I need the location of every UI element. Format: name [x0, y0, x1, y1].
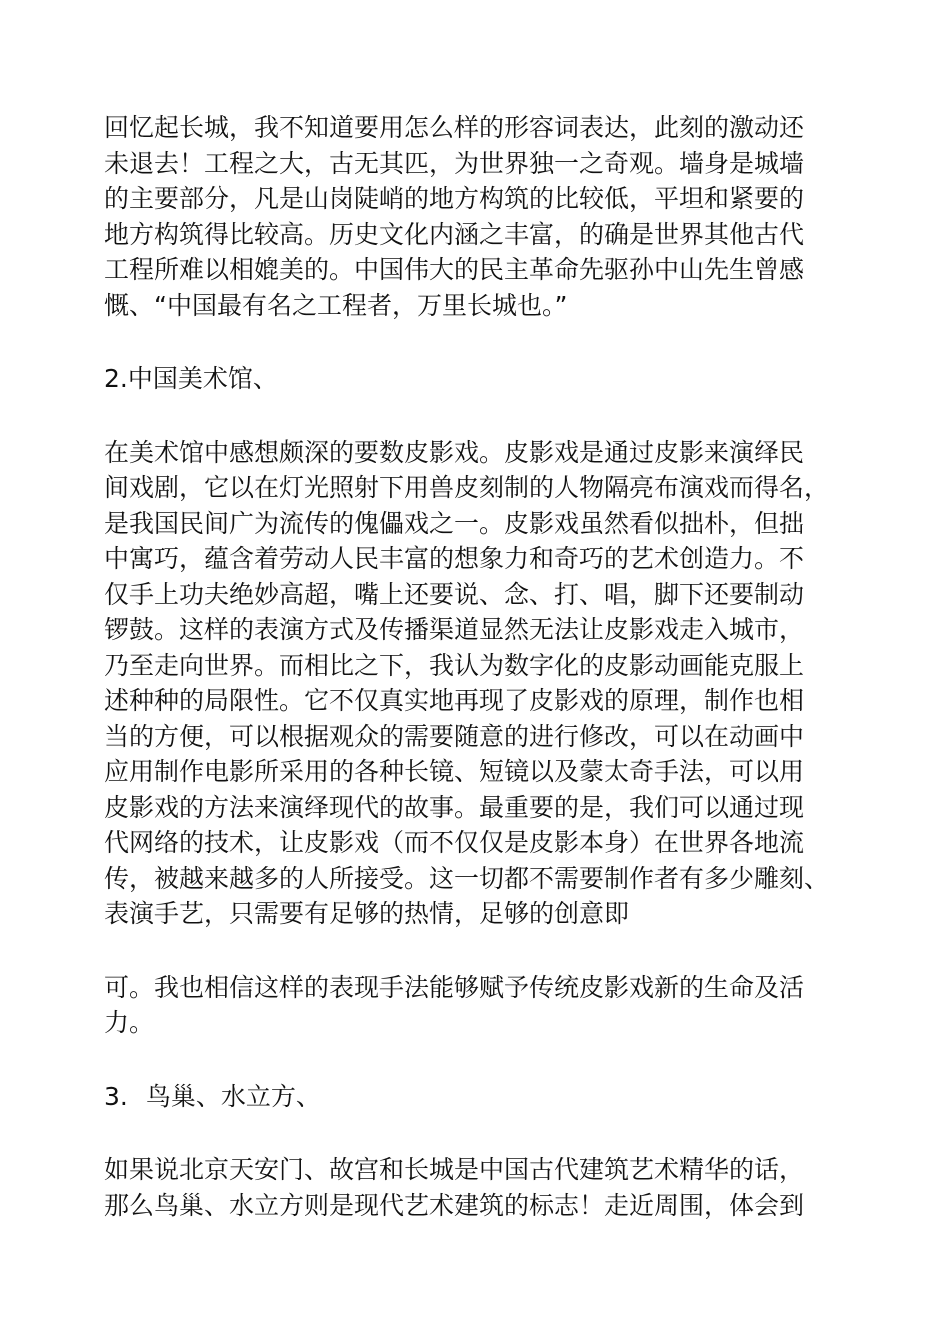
- text-line: 间戏剧，它以在灯光照射下用兽皮刻制的人物隔亮布演戏而得名，: [104, 473, 830, 502]
- text-line: 锣鼓。这样的表演方式及传播渠道显然无法让皮影戏走入城市，: [104, 615, 805, 644]
- paragraph-shadow-play-continued: [104, 970, 834, 1041]
- text-line: 皮影戏的方法来演绎现代的故事。最重要的是，我们可以通过现: [104, 792, 805, 822]
- section-heading-birds-nest: [104, 1079, 834, 1115]
- text-line: 乃至走向世界。而相比之下，我认为数字化的皮影动画能克服上: [104, 650, 805, 680]
- text-line: 如果说北京天安门、故宫和长城是中国古代建筑艺术精华的话，: [104, 1155, 805, 1184]
- text-line: 表演手艺，只需要有足够的热情，足够的创意即: [104, 899, 630, 928]
- text-line: 的主要部分，凡是山岗陡峭的地方构筑的比较低，平坦和紧要的: [104, 184, 805, 213]
- paragraph-great-wall: [104, 110, 834, 323]
- text-line: 当的方便，可以根据观众的需要随意的进行修改，可以在动画中: [104, 721, 805, 751]
- text-line: 应用制作电影所采用的各种长镜、短镜以及蒙太奇手法，可以用: [104, 757, 805, 786]
- text-line: 是我国民间广为流传的傀儡戏之一。皮影戏虽然看似拙朴，但拙: [104, 508, 805, 538]
- text-line: 地方构筑得比较高。历史文化内涵之丰富，的确是世界其他古代: [104, 219, 805, 249]
- text-line: 力。: [104, 1008, 155, 1037]
- text-line: 代网络的技术，让皮影戏（而不仅仅是皮影本身）在世界各地流: [104, 828, 805, 857]
- section-title: 鸟巢、水立方、: [145, 1081, 321, 1111]
- text-line: 仅手上功夫绝妙高超，嘴上还要说、念、打、唱，脚下还要制动: [104, 579, 805, 609]
- text-line: 那么鸟巢、水立方则是现代艺术建筑的标志！走近周围，体会到: [104, 1190, 805, 1220]
- text-line: 未退去！工程之大，古无其匹，为世界独一之奇观。墙身是城墙: [104, 148, 805, 178]
- text-line: 在美术馆中感想颇深的要数皮影戏。皮影戏是通过皮影来演绎民: [104, 437, 805, 467]
- document-page: [104, 110, 834, 1261]
- text-line: 回忆起长城，我不知道要用怎么样的形容词表达，此刻的激动还: [104, 113, 805, 142]
- text-line: 可。我也相信这样的表现手法能够赋予传统皮影戏新的生命及活: [104, 972, 805, 1002]
- section-heading-art-museum: 2.中国美术馆、: [104, 364, 278, 393]
- paragraph-shadow-play: [104, 435, 834, 932]
- paragraph-birds-nest: [104, 1152, 834, 1223]
- text-line: 工程所难以相媲美的。中国伟大的民主革命先驱孙中山先生曾感: [104, 255, 805, 284]
- section-number: 3.: [104, 1081, 128, 1111]
- text-line: 述种种的局限性。它不仅真实地再现了皮影戏的原理，制作也相: [104, 686, 805, 715]
- text-line: 慨、“中国最有名之工程者，万里长城也。”: [104, 290, 568, 320]
- text-line: 传，被越来越多的人所接受。这一切都不需要制作者有多少雕刻、: [104, 863, 830, 893]
- text-line: 中寓巧，蕴含着劳动人民丰富的想象力和奇巧的艺术创造力。不: [104, 544, 805, 573]
